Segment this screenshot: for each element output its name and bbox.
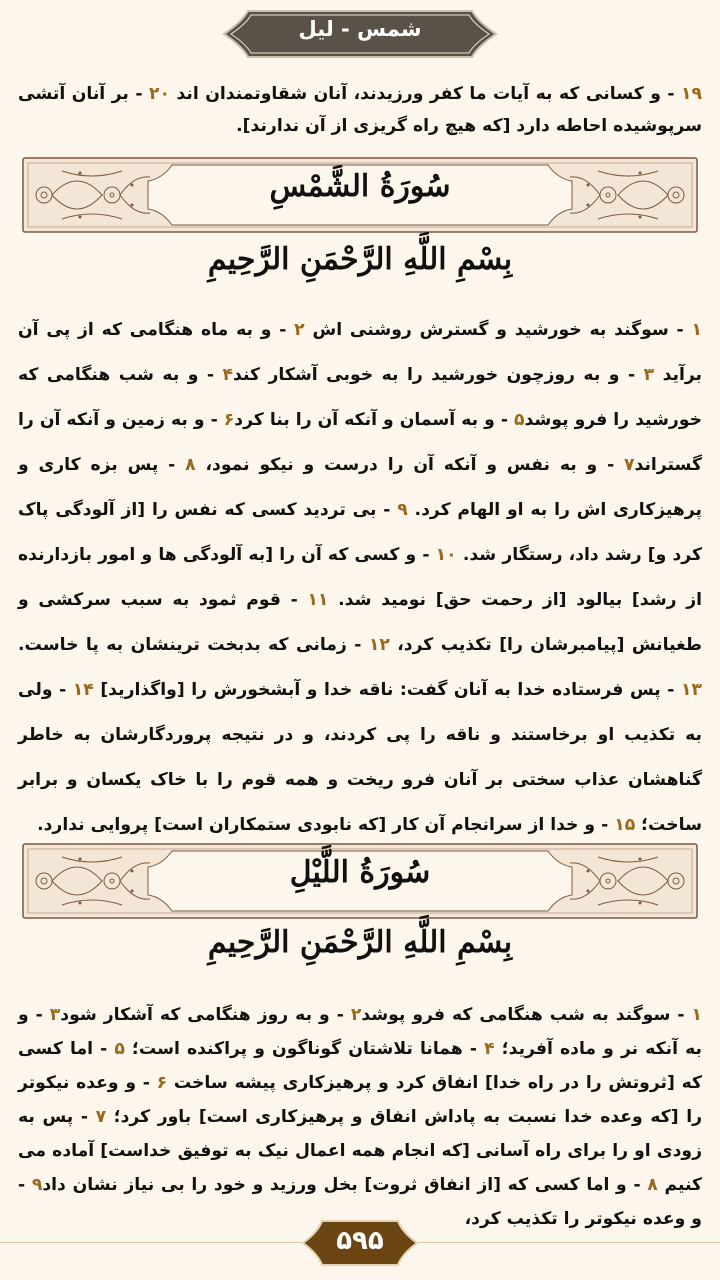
verse-number: ۷ [95,1107,107,1127]
verse-number: ۴ [222,365,234,385]
verse-text: - و خدا از سرانجام آن کار [که نابودی ستمکاران است] پروایی ندارد. [37,815,615,835]
verse-text: - و کسی که آن را [به آلودگی ها و امور بازدارنده از رشد] بیالود [از رحمت حق] نومید شد. [18,545,702,610]
verse-number: ۲ [350,1005,362,1025]
verse-number: ۱۹ [681,84,702,104]
verse-text: - و به ماه هنگامی که از پی آن برآید [18,320,702,385]
verse-number: ۱۳ [681,680,702,700]
verse-text: - ولی به تکذیب او برخاستند و ناقه را پی کردند، و در نتیجه پروردگارشان به خاطر گناهشان عذاب سختی بر آنان فرو ریخت و همه قوم را با خاک یکسان و برابر ساخت؛ [18,680,702,835]
verse-number: ۸ [647,1175,658,1195]
verse-text: - و به روز هنگامی که آشکار شود [60,1005,351,1025]
verse-text: - بر آنان آتشی سرپوشیده احاطه دارد [که هیچ راه گریزی از آن ندارند]. [18,84,702,136]
verse-number: ۹ [397,500,408,520]
verse-number: ۱۱ [307,590,329,610]
verse-number: ۱۲ [368,635,390,655]
surah-shams-frame [22,157,698,233]
verse-text: - و به آنکه نر و ماده آفرید؛ [18,1005,703,1059]
verse-number: ۲ [294,320,305,340]
surah-shams-verses [18,308,702,848]
verse-number: ۵ [514,410,525,430]
verse-number: ۹ [31,1175,43,1195]
verse-number: ۱۰ [435,545,457,565]
verse-text: - و به آسمان و آنکه آن را بنا کرد [234,410,514,430]
page-number: ۵۹۵ [336,1226,384,1256]
surah-layl-verses [18,998,702,1236]
verse-number: ۳ [643,365,655,385]
verse-text: - و به شب هنگامی که خورشید را فرو پوشد [18,365,702,430]
verse-text: - و به نفس و آنکه آن را درست و نیکو نمود، [195,455,625,475]
surah-header-banner [220,8,500,60]
verse-text: - و وعده نیکوتر را تکذیب کرد، [18,1175,702,1229]
verse-number: ۳ [49,1005,61,1025]
verse-text: - همانا تلاشتان گوناگون و پراکنده است؛ [124,1039,485,1059]
verse-text: - بی تردید کسی که نفس را [از آلودگی پاک کرد و] رشد داد، رستگار شد. [18,500,702,565]
verse-text: - زمانی که بدبخت ترینشان به پا خاست. [18,635,369,655]
verse-number: ۱ [691,320,702,340]
verse-number: ۱۴ [72,680,94,700]
surah-layl-frame [22,843,698,919]
page-number-badge [0,1218,720,1268]
verse-text: - سوگند به خورشید و گسترش روشنی اش [304,320,692,340]
basmala: بِسْمِ اللَّهِ الرَّحْمَنِ الرَّحِيمِ [207,242,513,277]
header-title: شمس - لیل [298,17,422,41]
verse-text: - و کسانی که به آیات ما کفر ورزیدند، آنان شقاوتمندان اند [169,84,682,104]
surah-name: سُورَةُ اللَّيْلِ [289,855,431,890]
verse-text: - پس بزه کاری و پرهیزکاری اش را به او الهام کرد. [18,455,702,520]
intro-verses [18,78,702,142]
verse-number: ۶ [223,410,235,430]
surah-name: سُورَةُ الشَّمْسِ [269,169,451,204]
verse-text: - پس به زودی او را برای راه آسانی [که انجام همه اعمال نیک به توفیق خداست] آماده می کنیم [18,1107,702,1195]
verse-text: - اما کسی که [ثروتش را در راه خدا] انفاق کرد و پرهیزکاری پیشه ساخت [18,1039,702,1093]
verse-text: - و به زمین و آنکه آن را گستراند [18,410,703,475]
verse-number: ۲۰ [148,84,170,104]
verse-number: ۴ [484,1039,495,1059]
verse-text: - قوم ثمود به سبب سرکشی و طغیانش [پیامبرشان را] تکذیب کرد، [18,590,702,655]
verse-text: - سوگند به شب هنگامی که فرو پوشد [361,1005,692,1025]
verse-number: ۶ [156,1073,168,1093]
divider-line [418,1242,720,1243]
verse-text: - پس فرستاده خدا به آنان گفت: ناقه خدا و آبشخورش را [واگذارید] [93,680,682,700]
divider-line [0,1242,302,1243]
verse-text: - و اما کسی که [از انفاق ثروت] بخل ورزید و خود را بی نیاز نشان داد [42,1175,648,1195]
verse-number: ۵ [114,1039,125,1059]
verse-number: ۸ [185,455,196,475]
verse-text: - و به روزچون خورشید را به خوبی آشکار کند [233,365,644,385]
verse-text: - و وعده نیکوتر را [که وعده خدا نسبت به پاداش انفاق و پرهیزکاری است] باور کرد؛ [18,1073,703,1127]
verse-number: ۱ [691,1005,702,1025]
basmala: بِسْمِ اللَّهِ الرَّحْمَنِ الرَّحِيمِ [207,925,513,960]
verse-number: ۱۵ [614,815,636,835]
verse-number: ۷ [624,455,635,475]
